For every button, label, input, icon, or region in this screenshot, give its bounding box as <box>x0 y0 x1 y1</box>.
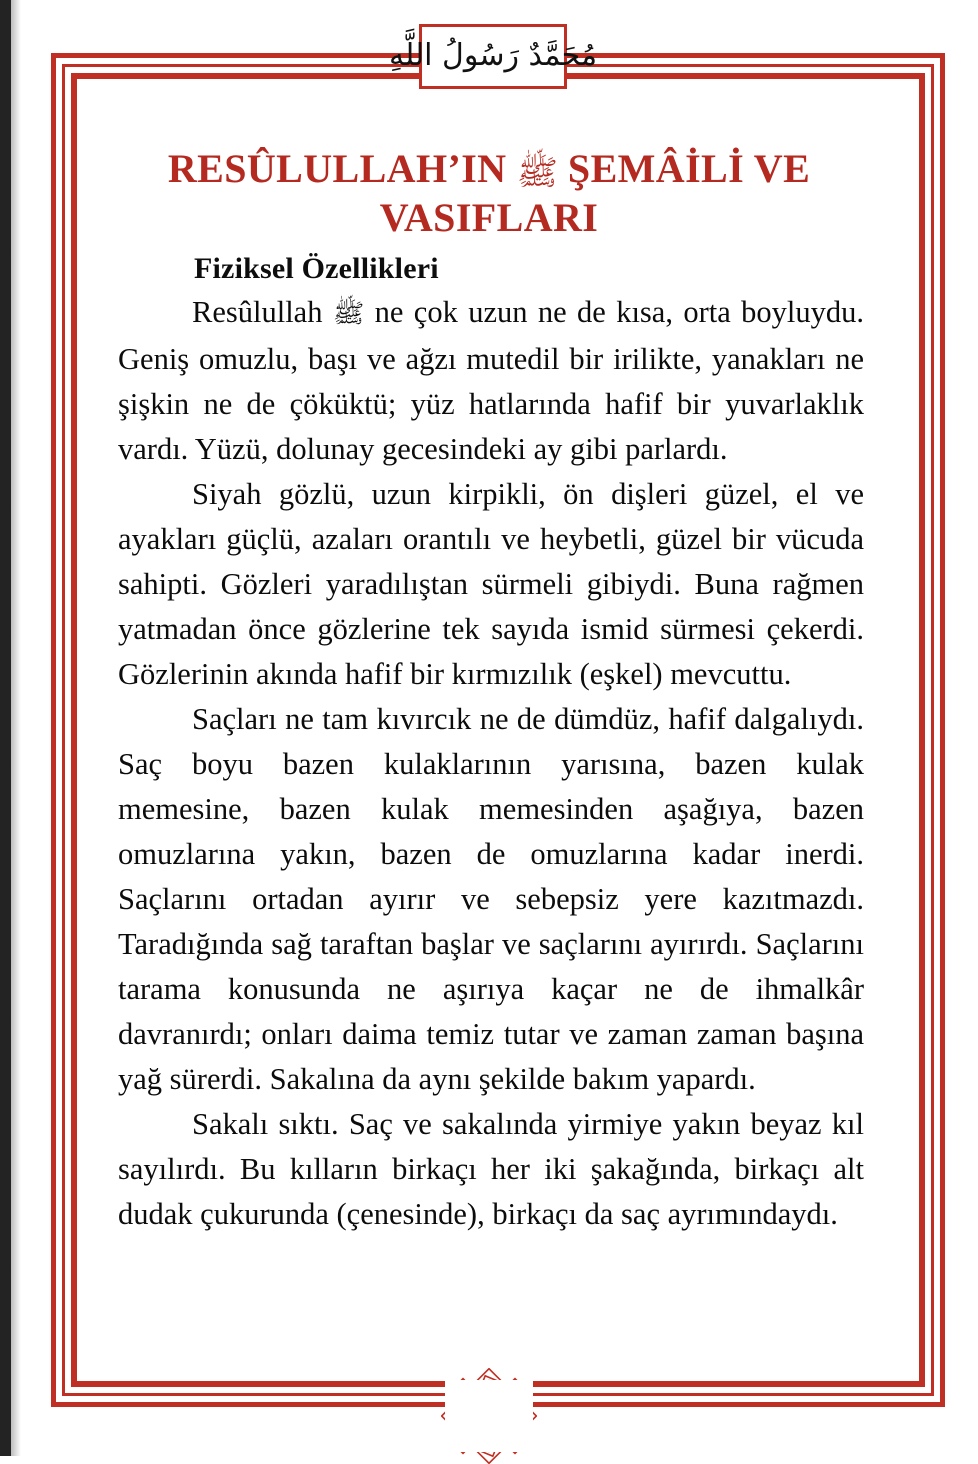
paragraph-1-text: ne çok uzun ne de kısa, orta boyluydu. Geniş omuzlu, başı ve ağzı mutedil bir irilikte, yanakları ne şişkin ne de çöküktü; yüz hatlarında hafif bir yuvarlaklık vardı. Yüzü, dolunay gecesindeki ay gibi parlardı. <box>118 295 864 466</box>
paragraph-4: Sakalı sıktı. Saç ve sakalında yirmiye yakın beyaz kıl sayılırdı. Bu kılların birkaçı her iki şakağında, birkaçı alt dudak çukurunda (çenesinde), birkaçı da saç ayrımındaydı. <box>118 1107 864 1231</box>
page-title-part-after: ŞEMÂİLİ VE <box>557 145 811 191</box>
page-footer <box>0 1368 978 1456</box>
footer-frame-mask <box>445 1380 533 1452</box>
paragraph-2: Siyah gözlü, uzun kirpikli, ön dişleri güzel, el ve ayakları güçlü, azaları orantılı ve heybetli, güzel bir vücuda sahipti. Gözleri yaradılıştan sürmeli gibiydi. Buna rağmen yatmadan önce gözlerine tek sayıda ismid sürmesi çekerdi. Gözlerinin akında hafif bir kırmızılık (eşkel) mevcuttu. <box>118 477 864 691</box>
paragraph-1 <box>118 290 864 472</box>
page-title-part-before: RESÛLULLAH’IN <box>167 145 517 191</box>
page-title <box>118 145 860 243</box>
book-spine-gradient <box>11 0 21 1456</box>
salawat-icon: ﷺ <box>516 152 558 193</box>
article-body <box>118 252 864 1237</box>
paragraph-3: Saçları ne tam kıvırcık ne de dümdüz, hafif dalgalıydı. Saç boyu bazen kulaklarının yarısına, bazen kulak memesine, bazen kulak memesinden aşağıya, bazen omuzlarına yakın, bazen de omuzlarına kadar inerdi. Saçlarını ortadan ayırır ve sebepsiz yere kazıtmazdı. Taradığında sağ taraftan başlar ve saçlarını ayırırdı. Saçlarını tarama konusunda ne aşırıya kaçar ne de ihmalkâr davranırdı; onları daima temiz tutar ve zaman zaman başına yağ sürerdi. Sakalına da aynı şekilde bakım yapardı. <box>118 702 864 1096</box>
page-title-line-2: VASIFLARI <box>379 195 599 241</box>
book-spine-shadow <box>0 0 11 1456</box>
salawat-icon: ﷺ <box>332 299 365 329</box>
section-heading: Fiziksel Özellikleri <box>194 252 439 285</box>
paragraph-1-lead: Resûlullah <box>192 295 333 329</box>
calligraphy-cartouche <box>389 24 598 89</box>
muhammad-rasulullah-calligraphy: مُحَمَّدٌ رَسُولُ اللَّهِ <box>389 37 598 73</box>
